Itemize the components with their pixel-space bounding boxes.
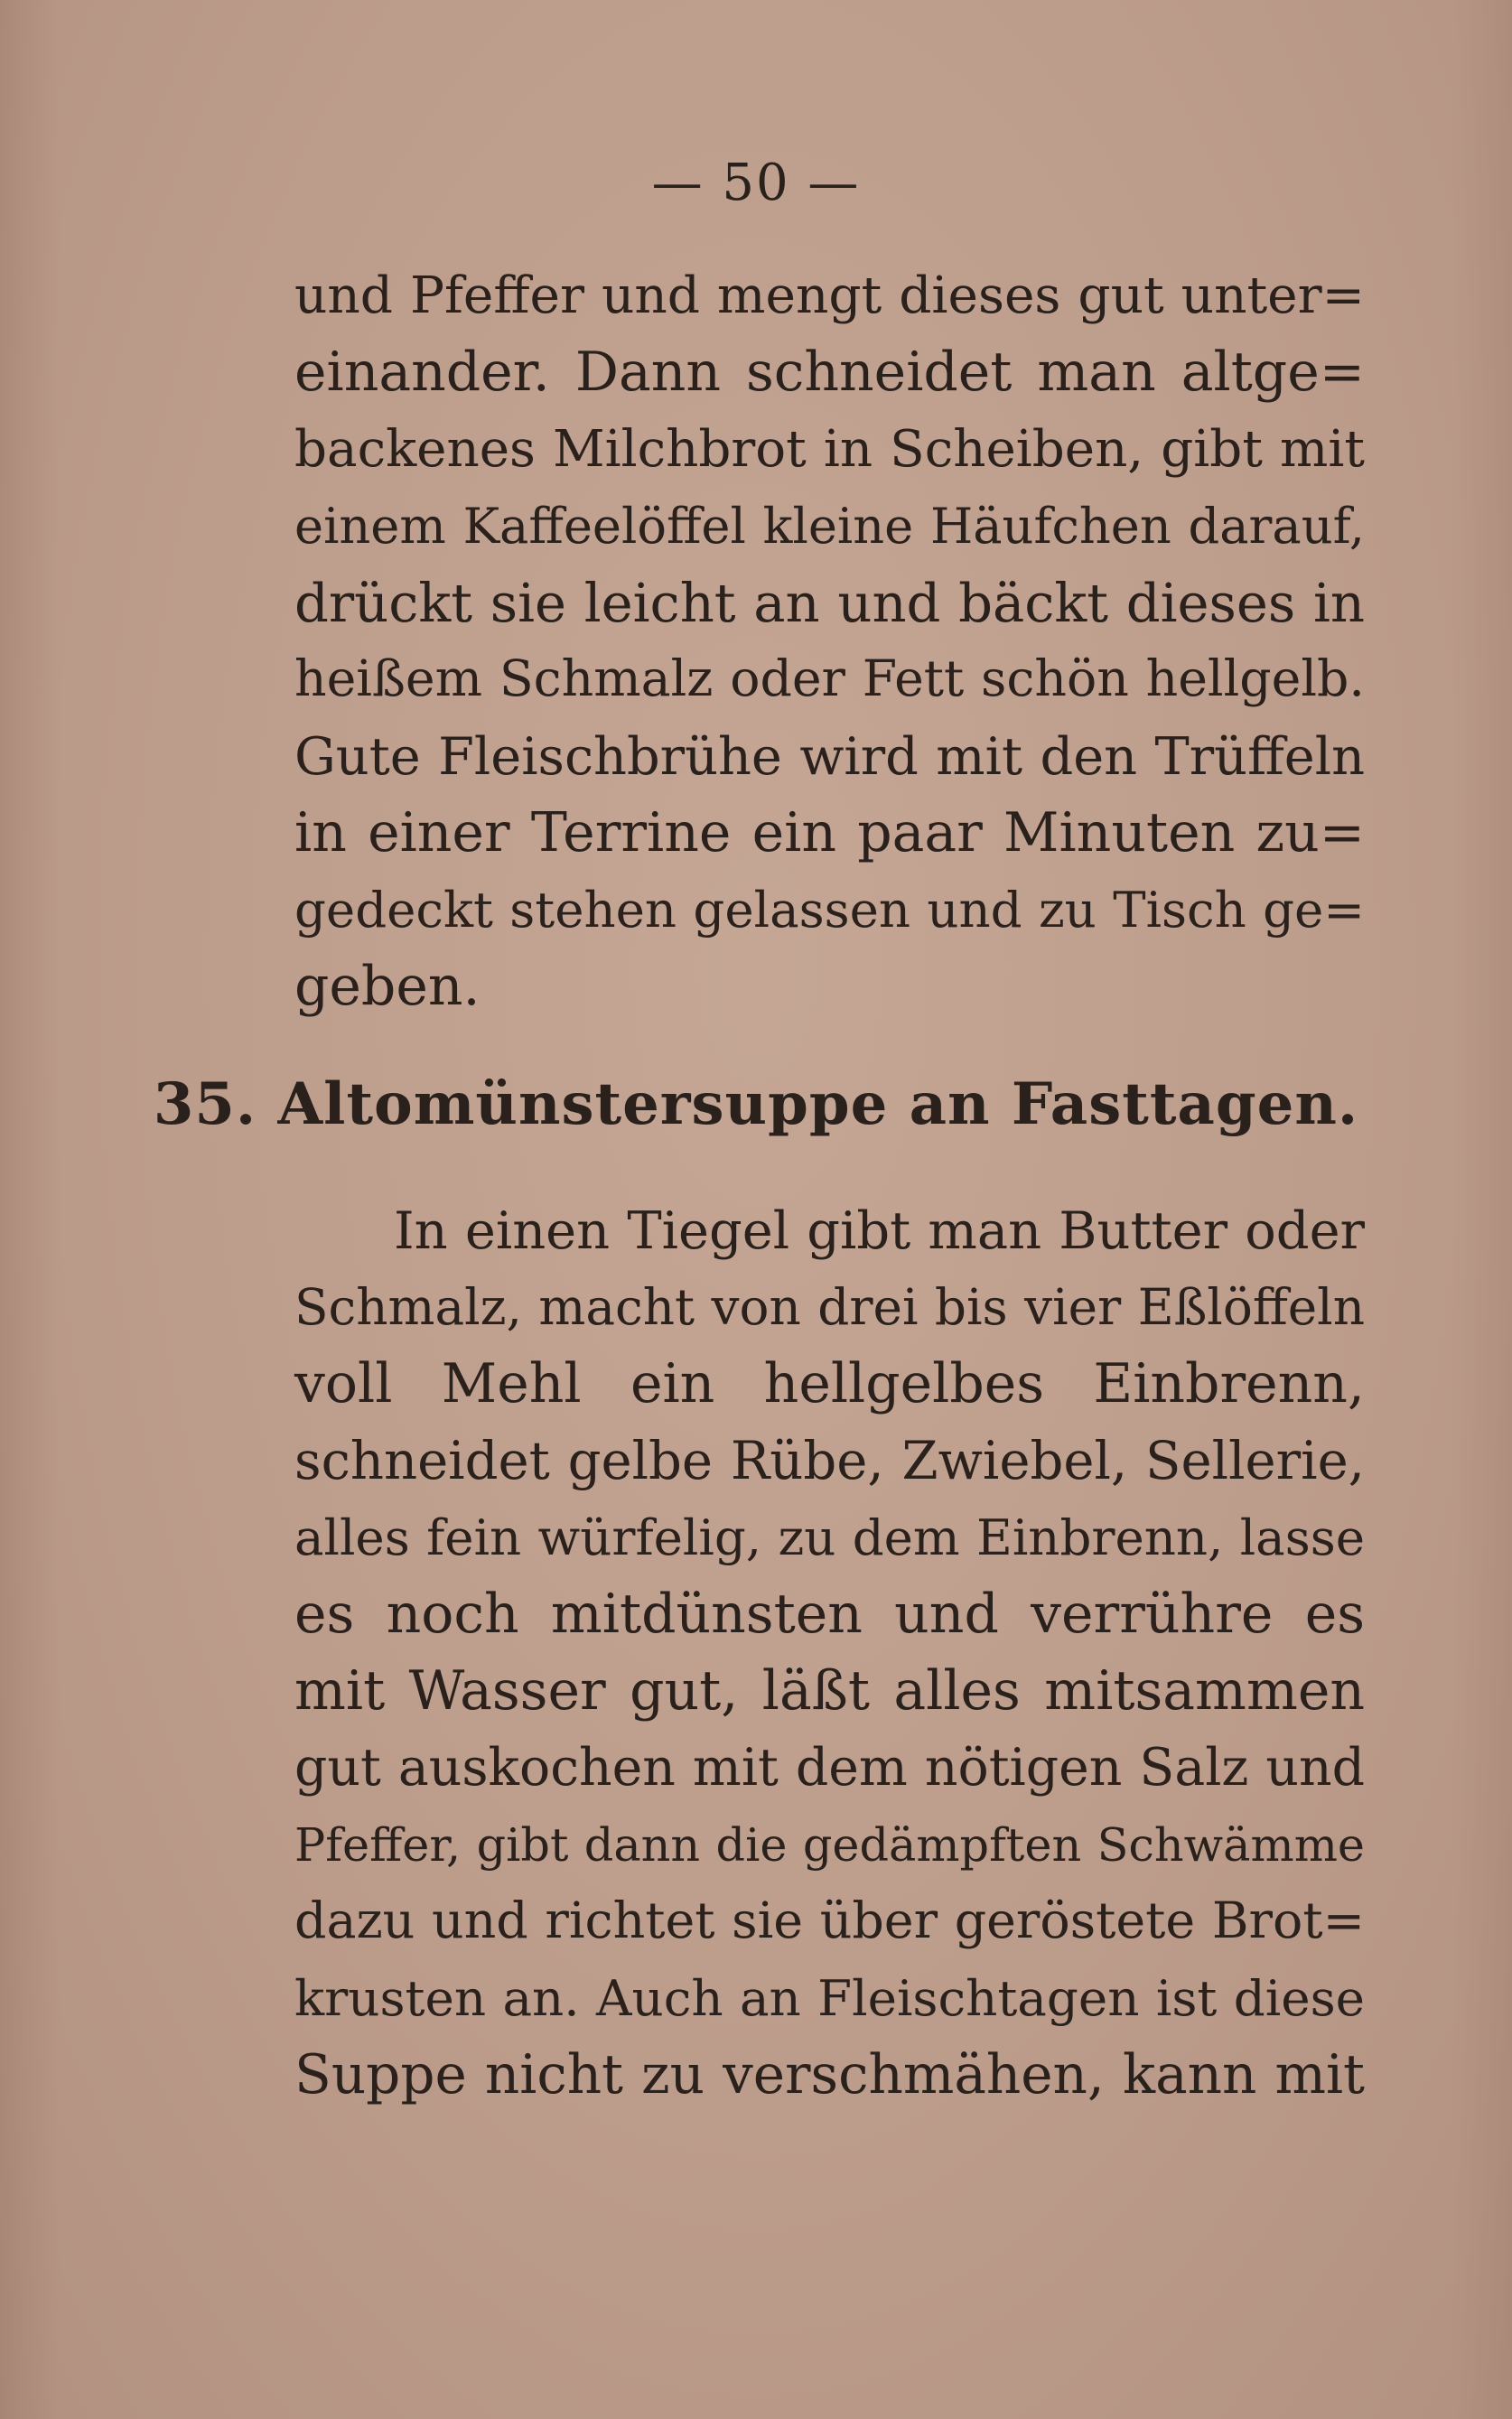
text-line: In einen Tiegel gibt man Butter oder	[394, 1200, 1365, 1261]
text-line: einander. Dann schneidet man altge=	[294, 341, 1365, 404]
text-line: Pfeffer, gibt dann die gedämpften Schwämme	[294, 1818, 1365, 1872]
text-line: Gute Fleischbrühe wird mit den Trüffeln	[294, 726, 1365, 787]
text-line: es noch mitdünsten und verrühre es	[294, 1583, 1365, 1646]
text-line: krusten an. Auch an Fleischtagen ist diese	[294, 1969, 1365, 2027]
text-line: einem Kaffeelöffel kleine Häufchen darauf,	[294, 498, 1365, 555]
paragraph-2	[294, 1192, 1365, 2114]
text-line: heißem Schmalz oder Fett schön hellgelb.	[294, 650, 1365, 708]
text-line: und Pfeffer und mengt dieses gut unter=	[294, 266, 1365, 325]
text-line: gut auskochen mit dem nötigen Salz und	[294, 1738, 1365, 1798]
recipe-heading: 35. Altomünstersuppe an Fasttagen.	[153, 1070, 1359, 1138]
text-line: mit Wasser gut, läßt alles mitsammen	[294, 1659, 1365, 1723]
text-line: schneidet gelbe Rübe, Zwiebel, Sellerie,	[294, 1431, 1365, 1491]
text-line: in einer Terrine ein paar Minuten zu=	[294, 801, 1365, 864]
text-line: dazu und richtet sie über geröstete Brot=	[294, 1892, 1365, 1950]
paragraph-1	[294, 257, 1365, 1025]
text-line: geben.	[294, 955, 481, 1018]
text-line: gedeckt stehen gelassen und zu Tisch ge=	[294, 881, 1365, 939]
text-line: Schmalz, macht von drei bis vier Eßlöffeln	[294, 1278, 1365, 1336]
page-number: — 50 —	[651, 154, 861, 212]
text-line: backenes Milchbrot in Scheiben, gibt mit	[294, 420, 1365, 479]
text-line: drückt sie leicht an und bäckt dieses in	[294, 572, 1365, 634]
text-line: voll Mehl ein hellgelbes Einbrenn,	[294, 1352, 1365, 1415]
text-line: Suppe nicht zu verschmähen, kann mit	[294, 2044, 1365, 2106]
text-line: alles fein würfelig, zu dem Einbrenn, lasse	[294, 1508, 1365, 1566]
